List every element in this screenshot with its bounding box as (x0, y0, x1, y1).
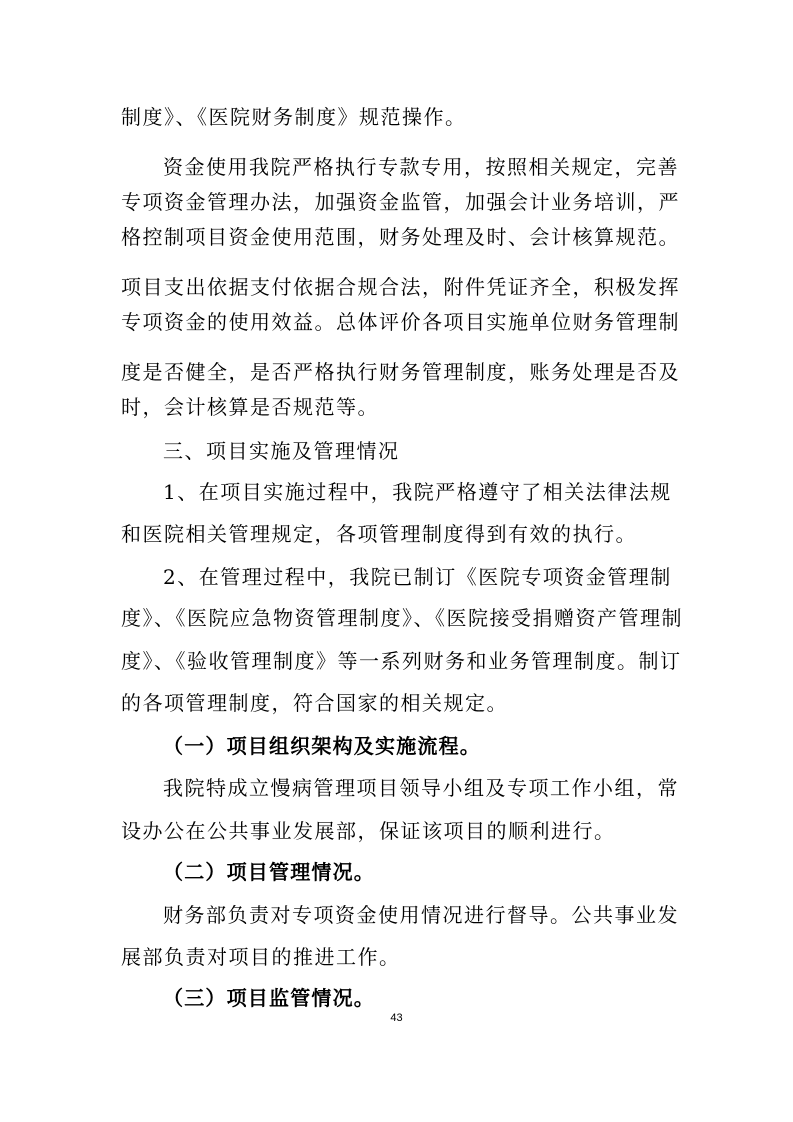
subsection-heading: （二）项目管理情况。 (163, 860, 375, 884)
page-number: 43 (390, 1012, 403, 1024)
paragraph-first-line: 我院特成立慢病管理项目领导小组及专项工作小组，常 (163, 776, 679, 800)
subsection-heading: （三）项目监管情况。 (163, 986, 375, 1010)
text-line: 和医院相关管理规定，各项管理制度得到有效的执行。 (121, 522, 637, 546)
text-line: 设办公在公共事业发展部，保证该项目的顺利进行。 (121, 819, 616, 843)
paragraph-first-line: 财务部负责对专项资金使用情况进行督导。公共事业发 (163, 903, 679, 927)
text-line: 制度》、《医院财务制度》规范操作。 (121, 105, 467, 129)
section-title: 三、项目实施及管理情况 (163, 439, 400, 463)
text-line: 的各项管理制度，符合国家的相关规定。 (121, 691, 508, 715)
text-line: 专项资金管理办法，加强资金监管，加强会计业务培训，严 (121, 190, 680, 214)
paragraph-first-line: 资金使用我院严格执行专款专用，按照相关规定，完善 (163, 155, 679, 179)
text-line: 度是否健全，是否严格执行财务管理制度，账务处理是否及 (121, 360, 680, 384)
text-line: 项目支出依据支付依据合规合法，附件凭证齐全，积极发挥 (121, 275, 680, 299)
text-line: 格控制项目资金使用范围，财务处理及时、会计核算规范。 (121, 225, 680, 249)
text-line: 度》、《医院应急物资管理制度》、《医院接受捐赠资产管理制 (121, 606, 683, 630)
text-line: 专项资金的使用效益。总体评价各项目实施单位财务管理制 (121, 310, 680, 334)
text-line: 展部负责对项目的推进工作。 (121, 945, 401, 969)
text-line: 度》、《验收管理制度》等一系列财务和业务管理制度。制订 (121, 649, 682, 673)
paragraph-first-line: 1、在项目实施过程中，我院严格遵守了相关法律法规 (163, 480, 672, 504)
text-line: 时，会计核算是否规范等。 (121, 395, 379, 419)
subsection-heading: （一）项目组织架构及实施流程。 (163, 734, 481, 758)
paragraph-first-line: 2、在管理过程中，我院已制订《医院专项资金管理制 (163, 565, 672, 589)
